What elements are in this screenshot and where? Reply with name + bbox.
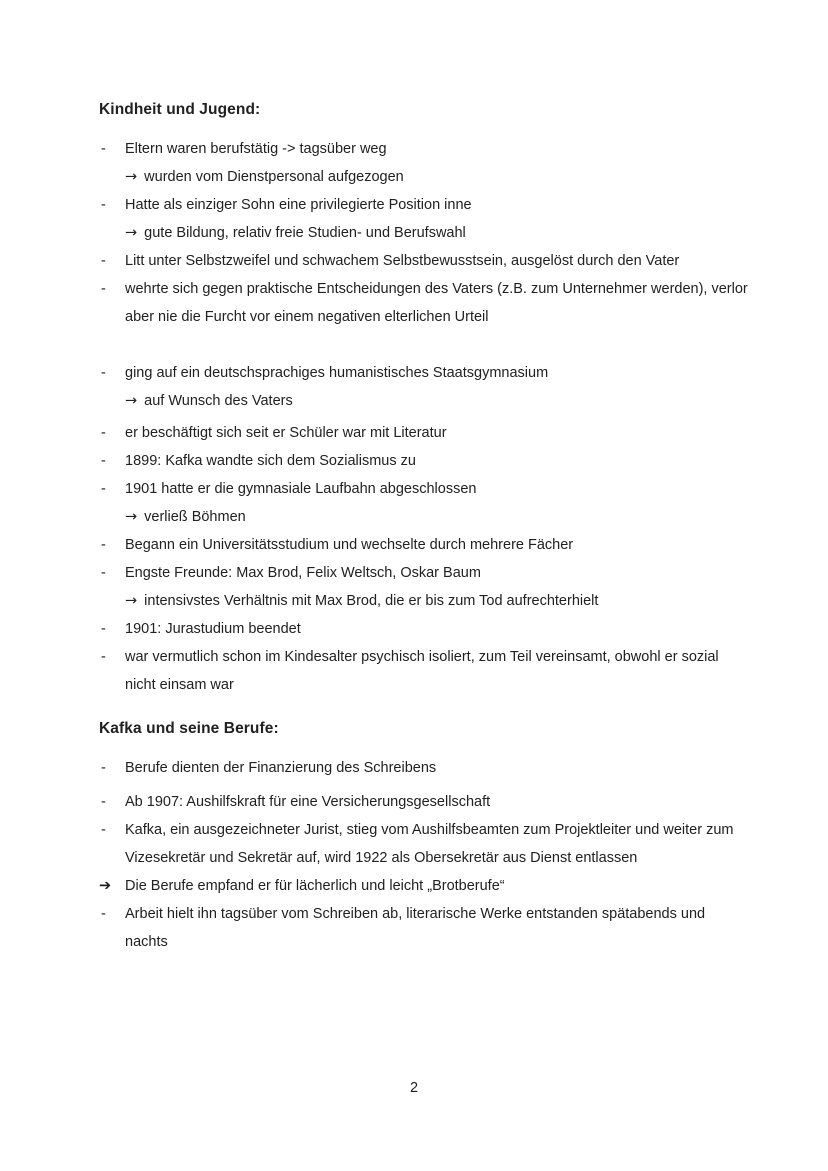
text-line: Begann ein Universitätsstudium und wechselte durch mehrere Fächer — [125, 537, 574, 553]
sub-point-text: verließ Böhmen — [144, 509, 246, 525]
text-line: Kafka, ein ausgezeichneter Jurist, stieg vom Aushilfsbeamten zum Projektleiter und weiter zum — [125, 822, 734, 838]
bullet-point — [99, 643, 779, 699]
dash-marker: - — [101, 794, 106, 810]
dash-marker: - — [101, 906, 106, 922]
section-heading: Kindheit und Jugend: — [99, 101, 261, 118]
right-arrow-icon: → — [125, 225, 138, 241]
text-line: war vermutlich schon im Kindesalter psychisch isoliert, zum Teil vereinsamt, obwohl er sozial — [125, 649, 719, 665]
section-heading: Kafka und seine Berufe: — [99, 720, 279, 737]
bullet-point — [99, 275, 779, 331]
bullet-point — [99, 475, 779, 503]
bullet-point — [99, 531, 779, 559]
dash-marker: - — [101, 565, 106, 581]
bullet-point — [99, 816, 779, 872]
dash-marker: - — [101, 253, 106, 269]
bullet-point — [99, 788, 779, 816]
text-line: Ab 1907: Aushilfskraft für eine Versicherungsgesellschaft — [125, 794, 491, 810]
dash-marker: - — [101, 141, 106, 157]
text-line — [125, 587, 779, 615]
text-line: wehrte sich gegen praktische Entscheidungen des Vaters (z.B. zum Unternehmer werden), verlor — [125, 281, 748, 297]
text-line — [125, 163, 779, 191]
sub-point-text: intensivstes Verhältnis mit Max Brod, die er bis zum Tod aufrechterhielt — [144, 593, 599, 609]
dash-marker: - — [101, 197, 106, 213]
text-line — [125, 387, 779, 415]
text-line: Litt unter Selbstzweifel und schwachem Selbstbewusstsein, ausgelöst durch den Vater — [125, 253, 680, 269]
bullet-point — [99, 135, 779, 163]
dash-marker: - — [101, 537, 106, 553]
text-line: Berufe dienten der Finanzierung des Schreibens — [125, 760, 437, 776]
bullet-point — [99, 900, 779, 956]
dash-marker: - — [101, 822, 106, 838]
dash-marker: - — [101, 649, 106, 665]
document-content — [99, 96, 779, 956]
sub-point-text: wurden vom Dienstpersonal aufgezogen — [144, 169, 404, 185]
text-line: er beschäftigt sich seit er Schüler war mit Literatur — [125, 425, 447, 441]
bullet-point — [99, 191, 779, 219]
text-line: Arbeit hielt ihn tagsüber vom Schreiben ab, literarische Werke entstanden spätabends und — [125, 906, 706, 922]
bullet-point — [99, 872, 779, 900]
dash-marker: - — [101, 425, 106, 441]
page-number: 2 — [409, 1080, 419, 1096]
bullet-point — [99, 247, 779, 275]
dash-marker: - — [101, 621, 106, 637]
arrow-sub-point — [99, 503, 779, 531]
text-line — [125, 503, 779, 531]
bullet-point — [99, 359, 779, 387]
arrow-sub-point — [99, 387, 779, 415]
dash-marker: - — [101, 481, 106, 497]
text-line: nachts — [125, 934, 168, 950]
right-arrow-icon: → — [125, 169, 138, 185]
bold-right-arrow-icon: ➔ — [99, 878, 112, 894]
text-line: 1899: Kafka wandte sich dem Sozialismus zu — [125, 453, 416, 469]
right-arrow-icon: → — [125, 393, 138, 409]
text-line — [125, 219, 779, 247]
sub-point-text: gute Bildung, relativ freie Studien- und Berufswahl — [144, 225, 466, 241]
right-arrow-icon: → — [125, 593, 138, 609]
text-line: Die Berufe empfand er für lächerlich und leicht „Brotberufe“ — [125, 878, 505, 894]
bullet-point — [99, 754, 779, 782]
text-line: ging auf ein deutschsprachiges humanistisches Staatsgymnasium — [125, 365, 549, 381]
bullet-point — [99, 447, 779, 475]
text-line: 1901: Jurastudium beendet — [125, 621, 301, 637]
text-line: Eltern waren berufstätig -> tagsüber weg — [125, 141, 387, 157]
bullet-point — [99, 615, 779, 643]
sub-point-text: auf Wunsch des Vaters — [144, 393, 293, 409]
text-line: nicht einsam war — [125, 677, 234, 693]
right-arrow-icon: → — [125, 509, 138, 525]
arrow-sub-point — [99, 163, 779, 191]
arrow-sub-point — [99, 219, 779, 247]
bullet-point — [99, 559, 779, 587]
dash-marker: - — [101, 281, 106, 297]
dash-marker: - — [101, 760, 106, 776]
text-line: aber nie die Furcht vor einem negativen elterlichen Urteil — [125, 309, 489, 325]
bullet-point — [99, 419, 779, 447]
dash-marker: - — [101, 453, 106, 469]
arrow-sub-point — [99, 587, 779, 615]
dash-marker: - — [101, 365, 106, 381]
text-line: Engste Freunde: Max Brod, Felix Weltsch, Oskar Baum — [125, 565, 481, 581]
text-line: Hatte als einziger Sohn eine privilegierte Position inne — [125, 197, 472, 213]
text-line: Vizesekretär und Sekretär auf, wird 1922 als Obersekretär aus Dienst entlassen — [125, 850, 638, 866]
text-line: 1901 hatte er die gymnasiale Laufbahn abgeschlossen — [125, 481, 477, 497]
